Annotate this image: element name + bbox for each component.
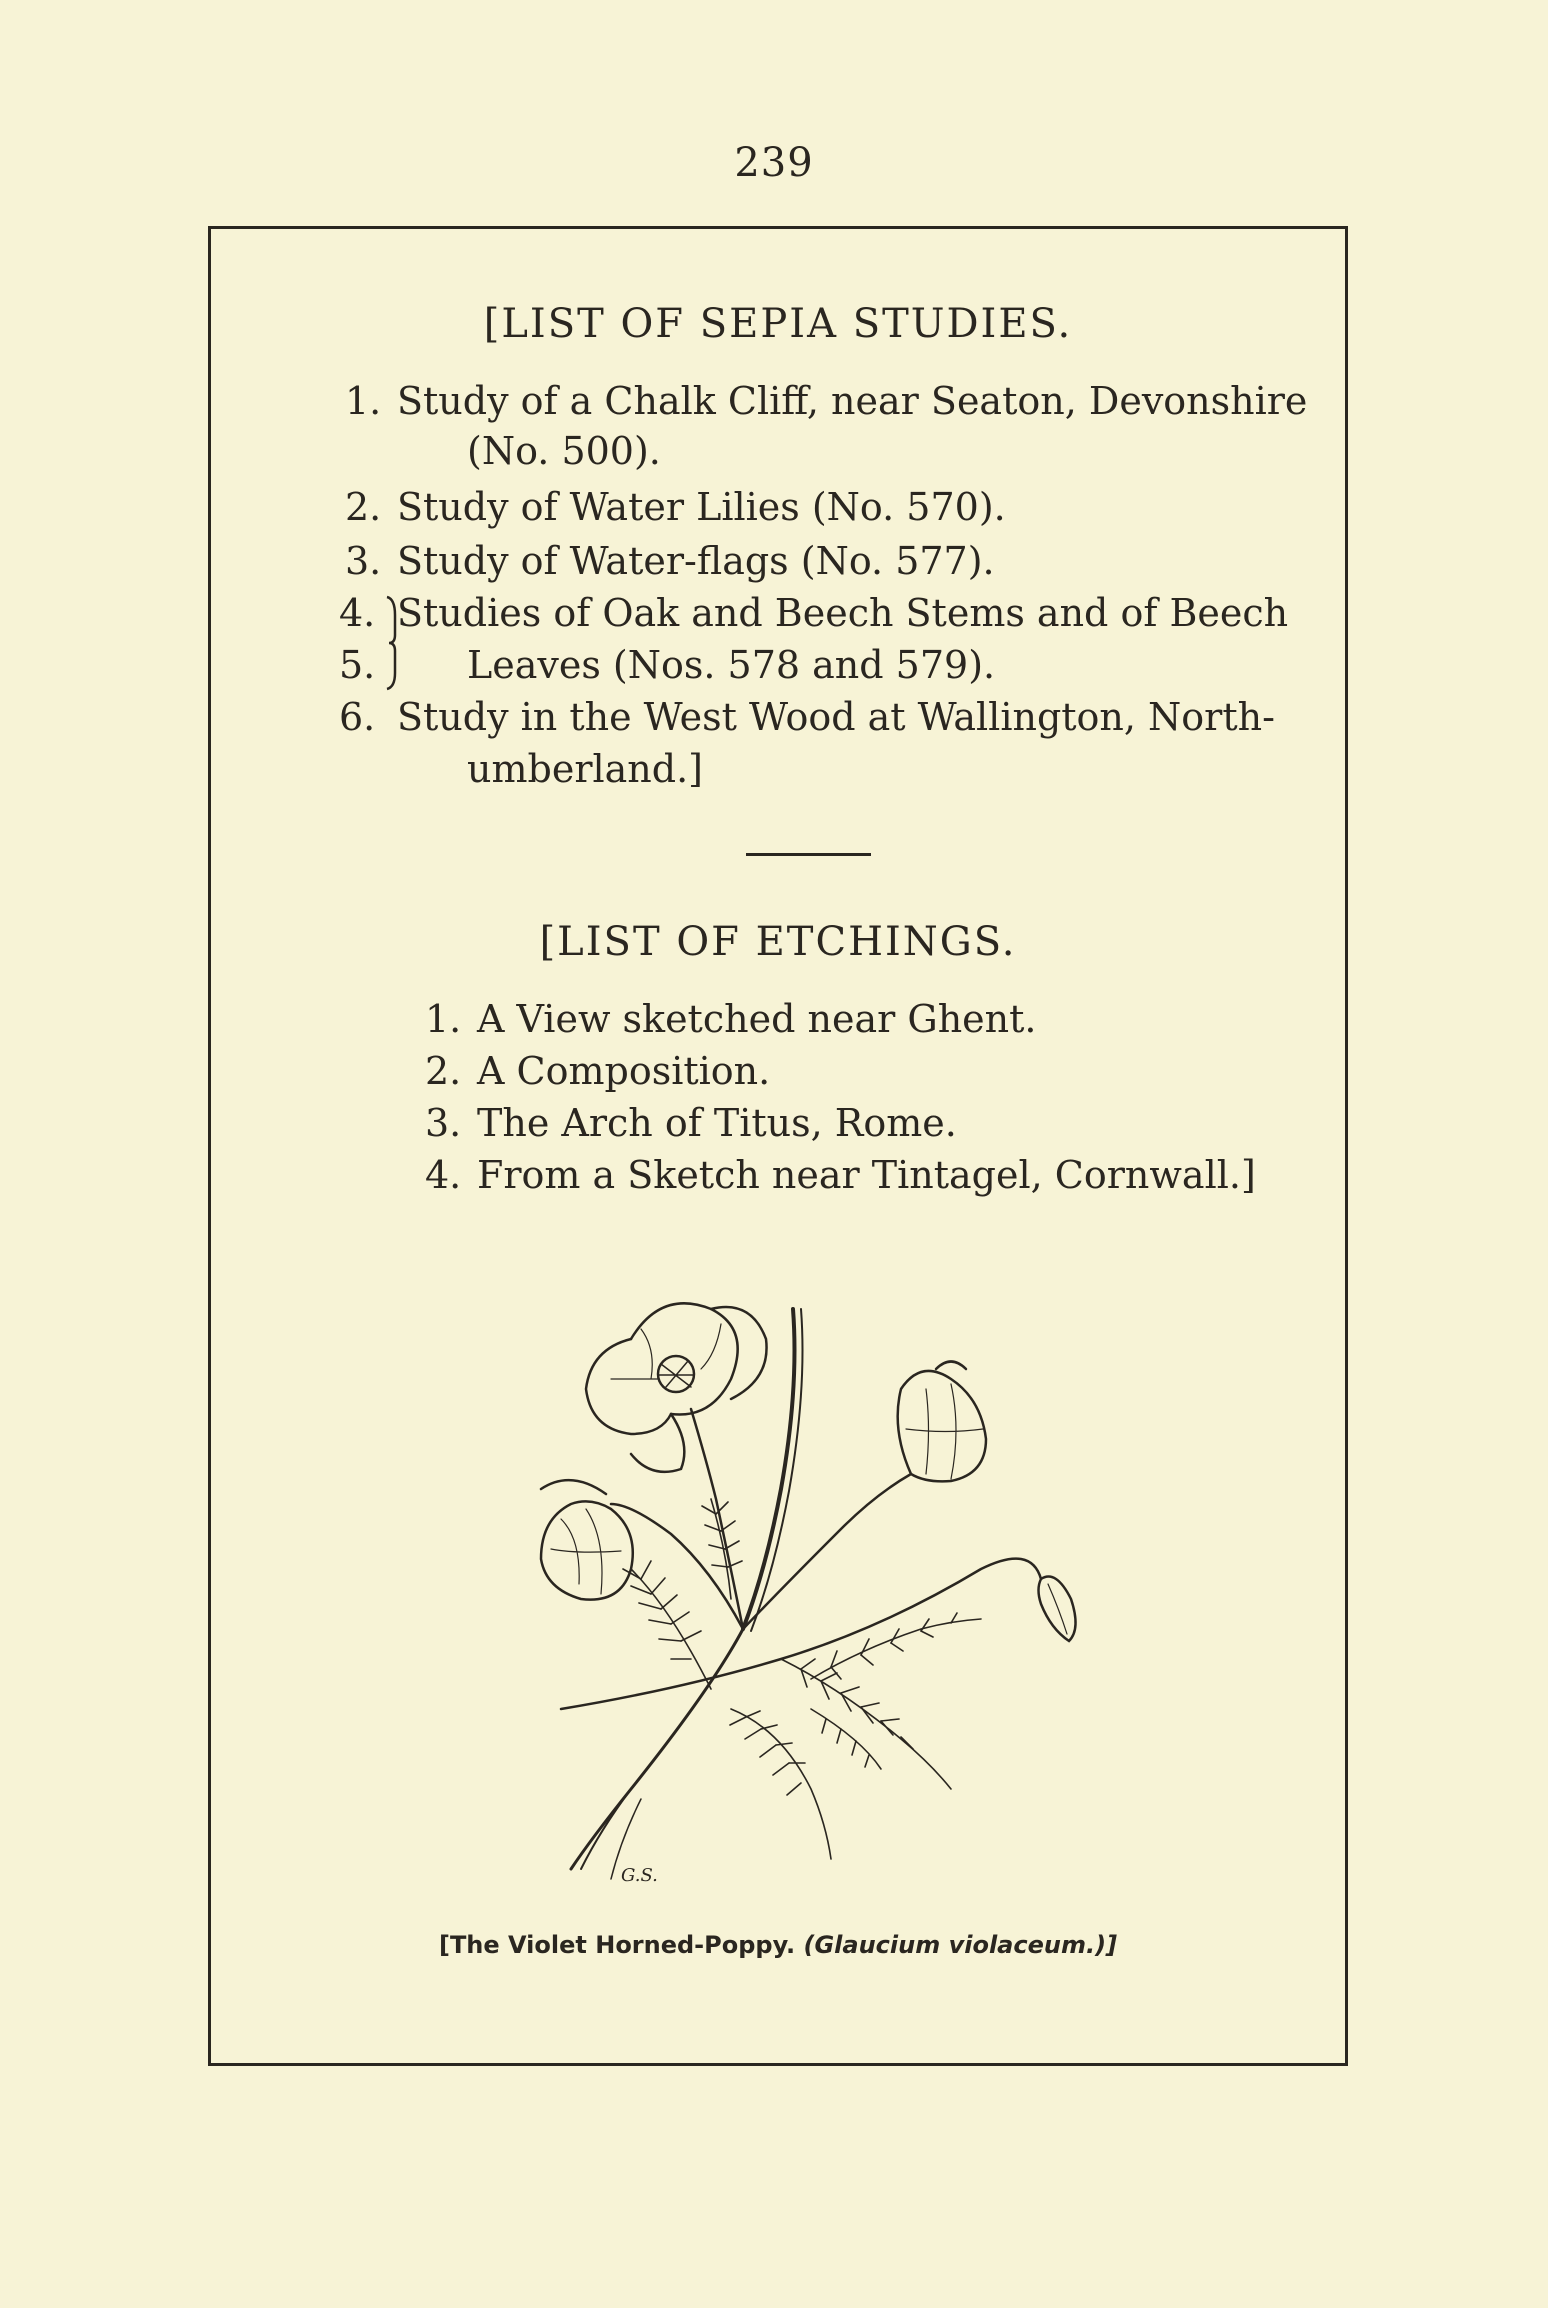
etching-item-4-text: From a Sketch near Tintagel, Cornwall.] bbox=[477, 1153, 1256, 1197]
etching-item-2-text: A Composition. bbox=[477, 1049, 771, 1093]
sepia-item-6-line-2: umberland.] bbox=[467, 747, 703, 791]
sepia-item-1-line-1: Study of a Chalk Cliff, near Seaton, Devonshire bbox=[397, 379, 1308, 423]
etching-item-3-text: The Arch of Titus, Rome. bbox=[477, 1101, 957, 1145]
sepia-item-3-number: 3. bbox=[345, 539, 382, 583]
sepia-item-5-number: 5. bbox=[339, 643, 376, 687]
sepia-item-2-number: 2. bbox=[345, 485, 382, 529]
sepia-item-4-number: 4. bbox=[339, 591, 376, 635]
sepia-item-4-line-1: Studies of Oak and Beech Stems and of Beech bbox=[397, 591, 1289, 635]
violet-horned-poppy-illustration bbox=[481, 1269, 1101, 1919]
page-number: 239 bbox=[734, 140, 814, 186]
sepia-item-1-number: 1. bbox=[345, 379, 382, 423]
sepia-item-2-line-1: Study of Water Lilies (No. 570). bbox=[397, 485, 1006, 529]
section-divider bbox=[746, 853, 871, 856]
caption-text: [The Violet Horned-Poppy. bbox=[438, 1931, 796, 1959]
sepia-item-4-line-2: Leaves (Nos. 578 and 579). bbox=[467, 643, 996, 687]
etching-item-1-number: 1. bbox=[425, 997, 462, 1041]
etching-item-2-number: 2. bbox=[425, 1049, 462, 1093]
sepia-item-6-line-1: Study in the West Wood at Wallington, North- bbox=[397, 695, 1275, 739]
engraver-monogram: G.S. bbox=[621, 1865, 658, 1886]
content-frame bbox=[208, 226, 1348, 2066]
etching-item-1-text: A View sketched near Ghent. bbox=[477, 997, 1037, 1041]
sepia-list-title: [LIST OF SEPIA STUDIES. bbox=[483, 301, 1073, 347]
etching-item-4-number: 4. bbox=[425, 1153, 462, 1197]
sepia-item-1-line-2: (No. 500). bbox=[467, 429, 661, 473]
sepia-item-3-line-1: Study of Water-flags (No. 577). bbox=[397, 539, 995, 583]
etchings-list-title: [LIST OF ETCHINGS. bbox=[539, 919, 1017, 965]
etching-item-3-number: 3. bbox=[425, 1101, 462, 1145]
caption-latin-name: (Glaucium violaceum.)] bbox=[803, 1931, 1118, 1959]
sepia-item-6-number: 6. bbox=[339, 695, 376, 739]
illustration-caption bbox=[211, 1931, 1345, 1959]
